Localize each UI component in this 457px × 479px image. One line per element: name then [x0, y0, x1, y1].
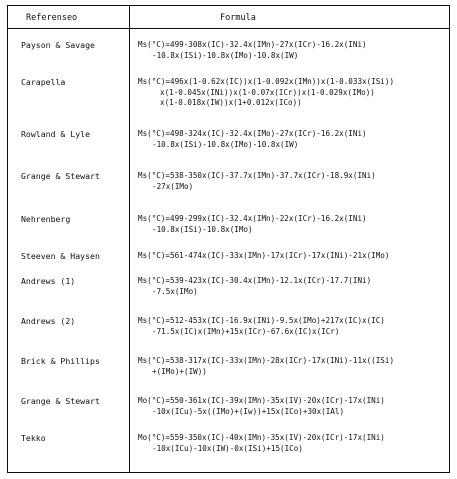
formula-line: -10x(ICu)-10x(IW)-0x(ISi)+15(ICo) — [152, 443, 303, 453]
formula-line: Ms(°C)=538-317x(IC)-33x(IMn)-28x(ICr)-17x(INi)-11x((ISi) — [138, 356, 395, 365]
formula-line: +(IMo)+(IW)) — [152, 366, 207, 376]
formula-cell — [138, 77, 394, 109]
formula-line: Ms(°C)=561-474x(IC)-33x(IMn)-17x(ICr)-17x(INi)-21x(IMo) — [138, 251, 390, 260]
formula-line: Ms(°C)=539-423x(IC)-30.4x(IMn)-12.1x(ICr)-17.7(INi) — [138, 276, 372, 285]
reference-cell: Grange & Stewart — [21, 396, 100, 406]
formula-cell — [138, 129, 367, 150]
column-divider — [129, 6, 130, 472]
formula-cell — [138, 433, 385, 454]
formula-line: -27x(IMo) — [152, 181, 194, 191]
formula-cell — [138, 316, 385, 337]
formula-cell — [138, 214, 367, 235]
reference-cell: Tekko — [21, 433, 46, 443]
formula-cell — [138, 171, 376, 192]
formula-line: Ms(°C)=512-453x(IC)-16.9x(INi)-9.5x(IMo)+217x(IC)x(IC) — [138, 316, 385, 325]
reference-cell: Rowland & Lyle — [21, 129, 91, 139]
formula-line: Mo(°C)=559-350x(IC)-40x(IMn)-35x(IV)-20x(ICr)-17x(INi) — [138, 433, 385, 442]
formula-line: -10.8x(ISi)-10.8x(IMo)-10.8x(IW) — [152, 50, 299, 60]
formula-line: Ms(°C)=498-324x(IC)-32.4x(IMo)-27x(ICr)-16.2x(INi) — [138, 129, 367, 138]
reference-cell: Andrews (2) — [21, 316, 76, 326]
formula-line: Ms(°C)=496x(1-0.62x(IC))x(1-0.092x(IMn))x(1-0.033x(ISi)) — [138, 77, 395, 86]
formula-line: Ms(°C)=538-350x(IC)-37.7x(IMn)-37.7x(ICr)-18.9x(INi) — [138, 171, 376, 180]
reference-cell: Grange & Stewart — [21, 171, 100, 181]
formula-line: -10x(ICu)-5x((IMo)+(Iw))+15x(ICo)+30x(IAl) — [152, 406, 345, 416]
reference-column-header: Referenseo — [26, 13, 78, 23]
reference-cell: Brick & Phillips — [21, 356, 100, 366]
formula-cell — [138, 40, 367, 61]
formula-cell — [138, 251, 389, 262]
formula-line: -71.5x(IC)x(IMn)+15x(ICr)-67.6x(IC)x(ICr) — [152, 326, 340, 336]
reference-cell: Payson & Savage — [21, 40, 95, 50]
formula-line: -7.5x(IMo) — [152, 286, 198, 296]
table-header — [8, 6, 449, 29]
formula-table — [7, 5, 450, 473]
formula-cell — [138, 356, 394, 377]
reference-cell: Nehrenberg — [21, 214, 71, 224]
reference-cell: Carapella — [21, 77, 66, 87]
reference-cell: Steeven & Haysen — [21, 251, 100, 261]
formula-cell — [138, 396, 385, 417]
formula-cell — [138, 276, 371, 297]
formula-line: -10.8x(ISi)-10.8x(IMo)-10.8x(IW) — [152, 139, 299, 149]
formula-line: x(1-0.018x(IW))x(1+0.012x(ICo)) — [160, 98, 302, 107]
formula-line: Ms(°C)=499-299x(IC)-32.4x(IMn)-22x(ICr)-16.2x(INi) — [138, 214, 367, 223]
formula-column-header: Formula — [220, 13, 256, 23]
formula-line: x(1-0.045x(INi))x(1-0.07x(ICr))x(1-0.029x(IMo)) — [160, 87, 375, 97]
reference-cell: Andrews (1) — [21, 276, 76, 286]
formula-line: Ms(°C)=499-308x(IC)-32.4x(IMn)-27x(ICr)-16.2x(INi) — [138, 40, 367, 49]
formula-line: Mo(°C)=550-361x(IC)-39x(IMn)-35x(IV)-20x(ICr)-17x(INi) — [138, 396, 385, 405]
formula-line: -10.8x(ISi)-10.8x(IMo) — [152, 224, 253, 234]
